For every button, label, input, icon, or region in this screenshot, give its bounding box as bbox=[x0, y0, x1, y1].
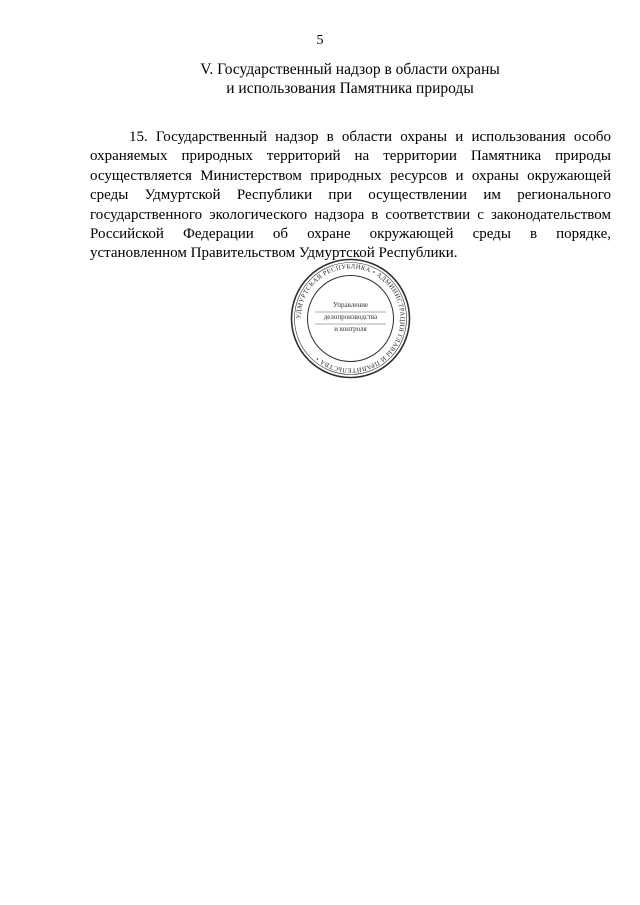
page-number: 5 bbox=[316, 33, 324, 48]
svg-text:делопроизводства: делопроизводства bbox=[323, 313, 378, 321]
paragraph-line: 15. Государственный надзор в области охраны и использования особо bbox=[129, 129, 611, 145]
paragraph-line: среды Удмуртской Республики при осуществлении им регионального bbox=[90, 187, 611, 204]
paragraph-line: государственного экологического надзора в соответствии с законодательством bbox=[90, 206, 611, 223]
seal-graphic bbox=[289, 257, 412, 380]
official-seal bbox=[289, 257, 412, 380]
paragraph-line: установленном Правительством Удмуртской Республики. bbox=[90, 245, 458, 262]
paragraph-line: охраняемых природных территорий на территории Памятника природы bbox=[90, 148, 611, 165]
heading-line-1: V. Государственный надзор в области охраны bbox=[200, 61, 500, 78]
seal-outer-text: УДМУРТСКАЯ РЕСПУБЛИКА • АДМИНИСТРАЦИЯ ГЛАВЫ И ПРАВИТЕЛЬСТВА • bbox=[295, 263, 406, 374]
svg-text:Управление: Управление bbox=[332, 301, 369, 309]
section-heading bbox=[90, 60, 610, 98]
paragraph-line: осуществляется Министерством природных ресурсов и охраны окружающей bbox=[90, 167, 611, 184]
svg-text:и контроля: и контроля bbox=[334, 325, 367, 333]
paragraph-15 bbox=[90, 128, 611, 264]
heading-line-2: и использования Памятника природы bbox=[226, 80, 474, 97]
paragraph-line: Российской Федерации об охране окружающей среды в порядке, bbox=[90, 226, 611, 243]
